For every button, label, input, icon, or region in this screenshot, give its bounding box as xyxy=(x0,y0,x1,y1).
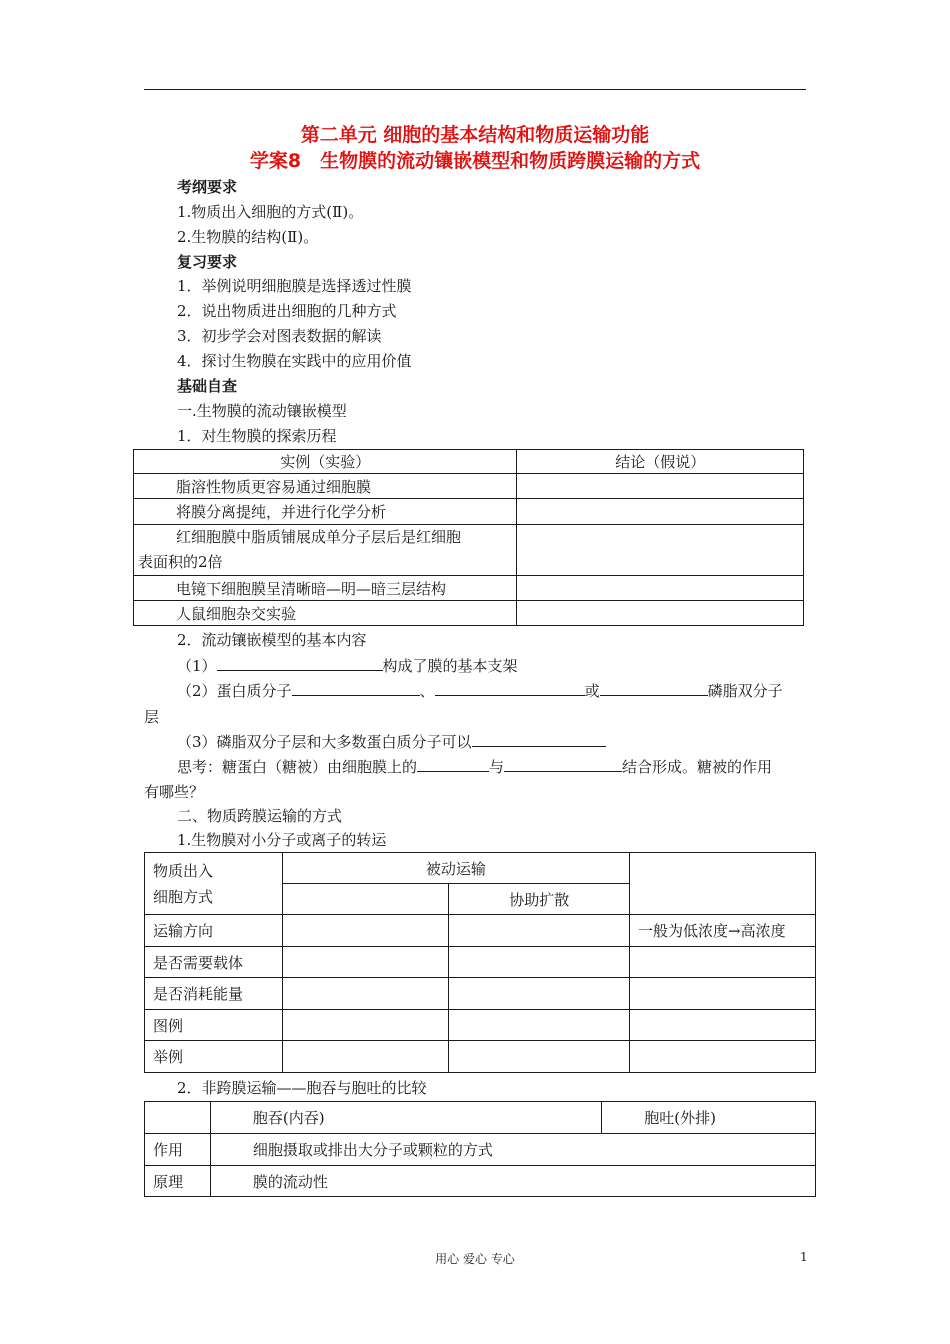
basics-heading: 基础自查 xyxy=(177,377,238,395)
blank-field[interactable] xyxy=(472,732,606,747)
row-label-function: 作用 xyxy=(145,1134,211,1166)
corner-cell xyxy=(145,853,283,915)
endo-exocytosis-table xyxy=(144,1101,816,1197)
table1-row3-line1: 红细胞膜中脂质铺展成单分子层后是红细胞 xyxy=(176,528,462,546)
table1-row-label xyxy=(134,525,517,576)
table1-header-conclusion: 结论（假说） xyxy=(517,450,804,474)
answer-cell[interactable] xyxy=(449,1041,630,1073)
section1-heading: 一.生物膜的流动镶嵌模型 xyxy=(177,402,347,420)
table3-heading: 2．非跨膜运输——胞吞与胞吐的比较 xyxy=(177,1079,427,1097)
transport-table xyxy=(144,852,816,1073)
p2-sep1: 、 xyxy=(419,682,435,700)
think-wrap: 有哪些？ xyxy=(144,783,205,801)
corner-line1: 物质出入 xyxy=(153,861,214,880)
model-point-2 xyxy=(177,681,783,701)
blank-field[interactable] xyxy=(600,681,708,696)
p2-prefix: （2）蛋白质分子 xyxy=(177,682,292,700)
principle-text: 膜的流动性 xyxy=(210,1166,815,1197)
facilitated-diffusion-header: 协助扩散 xyxy=(449,884,630,915)
blank-field[interactable] xyxy=(435,681,585,696)
answer-cell[interactable] xyxy=(282,1041,449,1073)
lesson-title: 学案8 生物膜的流动镶嵌模型和物质跨膜运输的方式 xyxy=(249,150,701,172)
syllabus-item: 1.物质出入细胞的方式(Ⅱ)。 xyxy=(177,203,364,221)
answer-cell[interactable] xyxy=(282,915,449,947)
section2-heading: 二、物质跨膜运输的方式 xyxy=(177,807,343,825)
answer-cell[interactable] xyxy=(630,978,816,1010)
p1-suffix: 构成了膜的基本支架 xyxy=(382,657,518,675)
answer-cell[interactable] xyxy=(449,915,630,947)
p1-prefix: （1） xyxy=(177,657,217,675)
diffusion-header-cell[interactable] xyxy=(282,884,449,915)
table1-answer-cell[interactable] xyxy=(517,474,804,499)
syllabus-heading: 考纲要求 xyxy=(177,178,238,196)
review-item: 1．举例说明细胞膜是选择透过性膜 xyxy=(177,277,412,295)
model-point-1 xyxy=(177,656,518,676)
page-number: 1 xyxy=(800,1250,808,1264)
table1-row-label: 将膜分离提纯，并进行化学分析 xyxy=(134,499,517,525)
table3-corner-cell xyxy=(145,1102,211,1134)
model-point-3 xyxy=(177,732,606,752)
table1-answer-cell[interactable] xyxy=(517,525,804,576)
unit-title: 第二单元 细胞的基本结构和物质运输功能 xyxy=(300,124,650,146)
review-item: 3．初步学会对图表数据的解读 xyxy=(177,327,382,345)
membrane-history-table xyxy=(133,449,804,626)
table1-row-label: 人鼠细胞杂交实验 xyxy=(134,601,517,626)
think-mid: 与 xyxy=(489,758,505,776)
answer-cell[interactable] xyxy=(449,1010,630,1041)
p2-sep2: 或 xyxy=(584,682,600,700)
row-label-carrier: 是否需要载体 xyxy=(145,947,283,978)
function-text: 细胞摄取或排出大分子或颗粒的方式 xyxy=(210,1134,815,1166)
row-label-direction: 运输方向 xyxy=(145,915,283,947)
answer-cell[interactable] xyxy=(282,947,449,978)
row-label-diagram: 图例 xyxy=(145,1010,283,1041)
blank-field[interactable] xyxy=(504,757,622,772)
corner-line2: 细胞方式 xyxy=(153,887,214,906)
row-label-example: 举例 xyxy=(145,1041,283,1073)
review-item: 4．探讨生物膜在实践中的应用价值 xyxy=(177,352,412,370)
footer-motto: 用心 爱心 专心 xyxy=(435,1252,515,1266)
row-label-principle: 原理 xyxy=(145,1166,211,1197)
blank-field[interactable] xyxy=(292,681,420,696)
p2-suffix: 磷脂双分子 xyxy=(707,682,783,700)
exocytosis-header: 胞吐(外排) xyxy=(602,1102,816,1134)
answer-cell[interactable] xyxy=(449,947,630,978)
answer-cell[interactable] xyxy=(282,1010,449,1041)
active-transport-header[interactable] xyxy=(630,853,816,915)
sub2-heading: 2．流动镶嵌模型的基本内容 xyxy=(177,631,367,649)
syllabus-item: 2.生物膜的结构(Ⅱ)。 xyxy=(177,228,319,246)
review-heading: 复习要求 xyxy=(177,253,238,271)
header-rule xyxy=(144,89,806,90)
table1-answer-cell[interactable] xyxy=(517,499,804,525)
endocytosis-header: 胞吞(内吞) xyxy=(210,1102,601,1134)
table1-row-label: 脂溶性物质更容易通过细胞膜 xyxy=(134,474,517,499)
transport-sub1: 1.生物膜对小分子或离子的转运 xyxy=(177,831,387,849)
answer-cell[interactable] xyxy=(630,1041,816,1073)
answer-cell[interactable] xyxy=(630,947,816,978)
answer-cell[interactable] xyxy=(449,978,630,1010)
answer-cell[interactable] xyxy=(630,1010,816,1041)
think-question xyxy=(177,757,772,777)
think-prefix: 思考：糖蛋白（糖被）由细胞膜上的 xyxy=(177,758,418,776)
think-suffix: 结合形成。糖被的作用 xyxy=(622,758,773,776)
answer-cell[interactable] xyxy=(282,978,449,1010)
p2-wrap: 层 xyxy=(144,708,160,726)
blank-field[interactable] xyxy=(217,656,383,671)
table1-answer-cell[interactable] xyxy=(517,601,804,626)
table1-row-label: 电镜下细胞膜呈清晰暗—明—暗三层结构 xyxy=(134,576,517,601)
table1-answer-cell[interactable] xyxy=(517,576,804,601)
table1-row3-line2: 表面积的2倍 xyxy=(138,553,223,571)
table1-header-example: 实例（实验） xyxy=(134,450,517,474)
sub1-heading: 1．对生物膜的探索历程 xyxy=(177,427,337,445)
active-direction: 一般为低浓度→高浓度 xyxy=(630,915,816,947)
review-item: 2．说出物质进出细胞的几种方式 xyxy=(177,302,397,320)
p3-text: （3）磷脂双分子层和大多数蛋白质分子可以 xyxy=(177,733,472,751)
passive-transport-header: 被动运输 xyxy=(282,853,629,884)
blank-field[interactable] xyxy=(417,757,489,772)
row-label-energy: 是否消耗能量 xyxy=(145,978,283,1010)
